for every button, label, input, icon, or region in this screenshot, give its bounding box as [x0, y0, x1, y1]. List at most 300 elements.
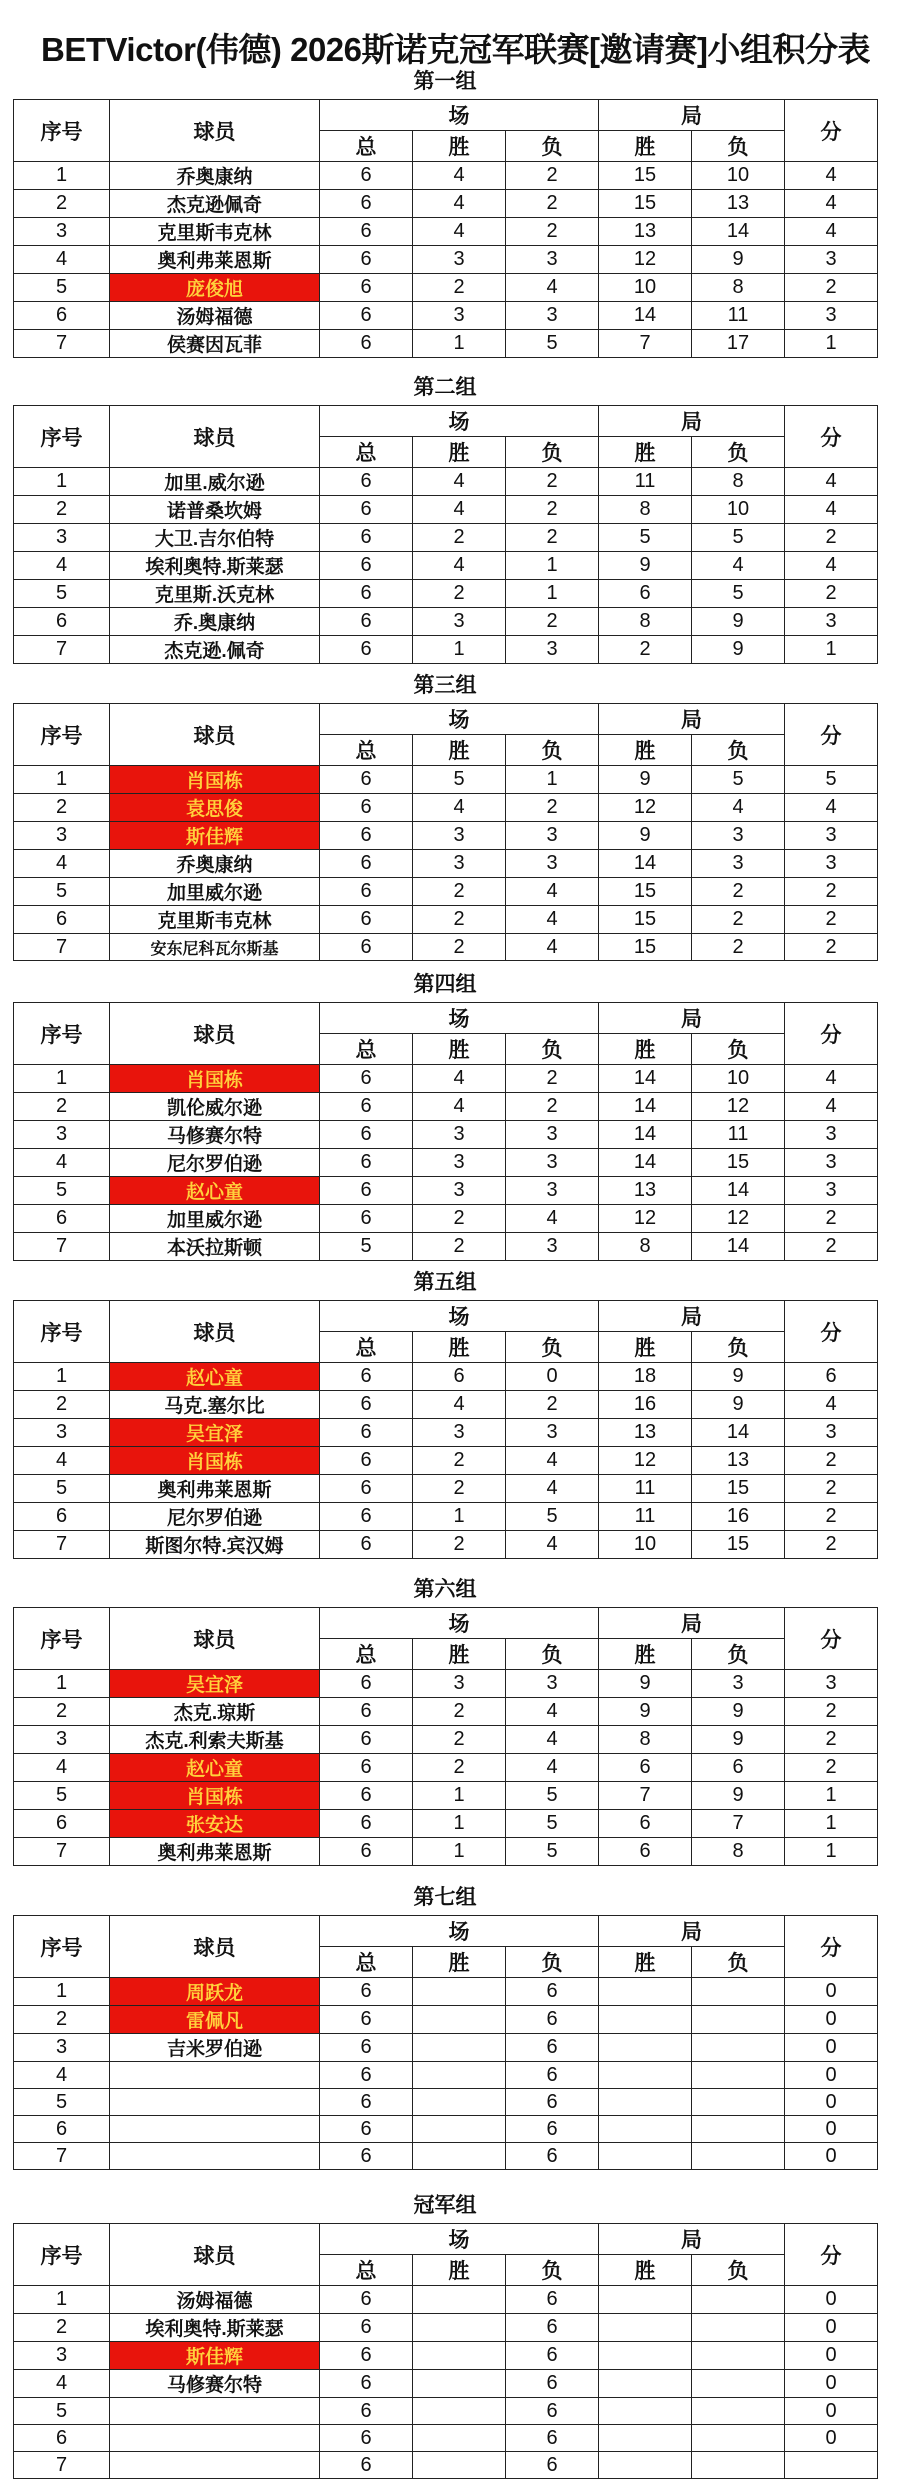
header-frame-win: 胜	[599, 437, 692, 468]
matches-won-cell: 2	[413, 580, 506, 608]
standings-table	[13, 99, 878, 358]
table-row	[14, 580, 878, 608]
points-cell: 2	[785, 1698, 878, 1726]
header-frame-loss: 负	[692, 1332, 785, 1363]
matches-won-cell: 2	[413, 1726, 506, 1754]
frames-lost-cell: 9	[692, 1363, 785, 1391]
table-row	[14, 1810, 878, 1838]
group-name: 第六组	[413, 1578, 477, 1601]
frames-won-cell: 8	[599, 496, 692, 524]
matches-lost-cell: 1	[506, 552, 599, 580]
frames-lost-cell: 11	[692, 302, 785, 330]
header-frames: 局	[599, 406, 785, 437]
matches-lost-cell: 5	[506, 1838, 599, 1866]
matches-total-cell: 6	[320, 1670, 413, 1698]
points-cell: 3	[785, 1149, 878, 1177]
rank-cell: 4	[14, 1149, 110, 1177]
rank-cell: 6	[14, 1205, 110, 1233]
table-row	[14, 1233, 878, 1261]
points-cell: 3	[785, 302, 878, 330]
matches-total-cell: 6	[320, 1782, 413, 1810]
rank-cell: 2	[14, 794, 110, 822]
header-matches: 场	[320, 1916, 599, 1947]
rank-cell: 3	[14, 1419, 110, 1447]
points-cell: 3	[785, 850, 878, 878]
player-cell	[110, 2398, 320, 2425]
frames-won-cell: 15	[599, 906, 692, 934]
rank-cell: 5	[14, 2089, 110, 2116]
standings-table	[13, 405, 878, 664]
group-name: 第四组	[413, 973, 477, 996]
rank-cell: 1	[14, 1670, 110, 1698]
header-match-win: 胜	[413, 1639, 506, 1670]
matches-lost-cell: 6	[506, 2062, 599, 2089]
matches-total-cell: 6	[320, 794, 413, 822]
matches-won-cell: 1	[413, 1503, 506, 1531]
matches-total-cell: 6	[320, 2314, 413, 2342]
header-player: 球员	[110, 1301, 320, 1363]
header-frame-win: 胜	[599, 1947, 692, 1978]
table-row	[14, 190, 878, 218]
matches-total-cell: 6	[320, 1121, 413, 1149]
player-cell: 本沃拉斯顿	[110, 1233, 320, 1261]
points-cell: 2	[785, 906, 878, 934]
player-cell: 安东尼科瓦尔斯基	[110, 934, 320, 961]
standings-table	[13, 1002, 878, 1261]
matches-lost-cell: 4	[506, 878, 599, 906]
matches-total-cell: 6	[320, 2062, 413, 2089]
matches-total-cell: 6	[320, 878, 413, 906]
matches-total-cell: 6	[320, 934, 413, 961]
frames-won-cell: 11	[599, 468, 692, 496]
header-match-win: 胜	[413, 1034, 506, 1065]
frames-won-cell: 9	[599, 1670, 692, 1698]
frames-lost-cell: 9	[692, 1782, 785, 1810]
frames-won-cell	[599, 2314, 692, 2342]
table-row	[14, 2116, 878, 2143]
table-row	[14, 1698, 878, 1726]
header-points: 分	[785, 704, 878, 766]
frames-lost-cell: 9	[692, 1698, 785, 1726]
header-player: 球员	[110, 2224, 320, 2286]
header-match-loss: 负	[506, 131, 599, 162]
matches-lost-cell: 2	[506, 524, 599, 552]
rank-cell: 7	[14, 636, 110, 664]
frames-won-cell: 15	[599, 878, 692, 906]
points-cell: 0	[785, 2342, 878, 2370]
rank-cell: 6	[14, 2116, 110, 2143]
rank-cell: 3	[14, 1121, 110, 1149]
frames-lost-cell: 8	[692, 1838, 785, 1866]
matches-lost-cell: 3	[506, 1149, 599, 1177]
standings-table	[13, 1300, 878, 1559]
matches-total-cell: 6	[320, 1475, 413, 1503]
table-row	[14, 2143, 878, 2170]
player-cell-highlighted: 肖国栋	[110, 1065, 320, 1093]
header-frame-loss: 负	[692, 735, 785, 766]
header-row	[14, 704, 878, 735]
matches-total-cell: 6	[320, 302, 413, 330]
header-frame-win: 胜	[599, 1639, 692, 1670]
frames-lost-cell: 3	[692, 822, 785, 850]
matches-won-cell: 3	[413, 1177, 506, 1205]
frames-won-cell	[599, 2370, 692, 2398]
frames-lost-cell: 15	[692, 1475, 785, 1503]
frames-won-cell: 15	[599, 162, 692, 190]
frames-lost-cell: 12	[692, 1205, 785, 1233]
header-frame-win: 胜	[599, 2255, 692, 2286]
header-points: 分	[785, 100, 878, 162]
matches-total-cell: 6	[320, 1838, 413, 1866]
player-cell: 克里斯.沃克林	[110, 580, 320, 608]
group-table-2	[13, 376, 877, 664]
frames-won-cell	[599, 2089, 692, 2116]
frames-won-cell	[599, 2143, 692, 2170]
header-match-loss: 负	[506, 1332, 599, 1363]
frames-won-cell: 11	[599, 1503, 692, 1531]
matches-total-cell: 6	[320, 218, 413, 246]
matches-won-cell: 3	[413, 850, 506, 878]
frames-lost-cell: 9	[692, 1391, 785, 1419]
table-row	[14, 1978, 878, 2006]
points-cell: 3	[785, 246, 878, 274]
table-row	[14, 934, 878, 961]
table-row	[14, 850, 878, 878]
matches-won-cell: 2	[413, 524, 506, 552]
frames-won-cell: 10	[599, 274, 692, 302]
table-row	[14, 2089, 878, 2116]
frames-lost-cell	[692, 2143, 785, 2170]
frames-lost-cell: 12	[692, 1093, 785, 1121]
matches-total-cell: 6	[320, 246, 413, 274]
matches-total-cell: 6	[320, 2370, 413, 2398]
header-match-win: 胜	[413, 1947, 506, 1978]
matches-won-cell: 4	[413, 190, 506, 218]
points-cell: 2	[785, 1531, 878, 1559]
matches-total-cell: 6	[320, 2143, 413, 2170]
frames-won-cell: 14	[599, 850, 692, 878]
header-frames: 局	[599, 1916, 785, 1947]
matches-won-cell: 5	[413, 766, 506, 794]
table-row	[14, 2370, 878, 2398]
frames-won-cell	[599, 2006, 692, 2034]
matches-total-cell: 6	[320, 608, 413, 636]
table-row	[14, 330, 878, 358]
matches-total-cell: 6	[320, 2034, 413, 2062]
matches-won-cell	[413, 2089, 506, 2116]
frames-won-cell	[599, 2342, 692, 2370]
frames-lost-cell	[692, 2398, 785, 2425]
frames-won-cell: 14	[599, 1149, 692, 1177]
header-player: 球员	[110, 704, 320, 766]
header-matches: 场	[320, 1301, 599, 1332]
matches-total-cell: 6	[320, 636, 413, 664]
matches-lost-cell: 4	[506, 1447, 599, 1475]
points-cell: 2	[785, 1205, 878, 1233]
player-cell	[110, 2062, 320, 2089]
table-row	[14, 2006, 878, 2034]
matches-won-cell: 3	[413, 1419, 506, 1447]
points-cell: 0	[785, 2143, 878, 2170]
player-cell: 杰克逊佩奇	[110, 190, 320, 218]
header-row	[14, 2224, 878, 2255]
matches-won-cell	[413, 2286, 506, 2314]
matches-total-cell: 6	[320, 1065, 413, 1093]
player-cell: 奥利弗莱恩斯	[110, 1838, 320, 1866]
player-cell: 奥利弗莱恩斯	[110, 1475, 320, 1503]
rank-cell: 5	[14, 2398, 110, 2425]
matches-lost-cell: 4	[506, 1754, 599, 1782]
group-name: 第一组	[413, 70, 477, 93]
matches-lost-cell: 5	[506, 330, 599, 358]
matches-total-cell: 6	[320, 1726, 413, 1754]
matches-won-cell: 4	[413, 468, 506, 496]
player-cell: 杰克逊.佩奇	[110, 636, 320, 664]
frames-won-cell	[599, 2286, 692, 2314]
player-cell-highlighted: 雷佩凡	[110, 2006, 320, 2034]
matches-lost-cell: 4	[506, 934, 599, 961]
rank-cell: 3	[14, 1726, 110, 1754]
points-cell: 1	[785, 1782, 878, 1810]
matches-won-cell: 4	[413, 1093, 506, 1121]
frames-lost-cell	[692, 2314, 785, 2342]
table-row	[14, 1177, 878, 1205]
frames-lost-cell	[692, 2452, 785, 2479]
header-rank: 序号	[14, 1301, 110, 1363]
frames-lost-cell: 9	[692, 636, 785, 664]
points-cell: 3	[785, 1419, 878, 1447]
player-cell: 杰克.琼斯	[110, 1698, 320, 1726]
table-row	[14, 552, 878, 580]
player-cell-highlighted: 庞俊旭	[110, 274, 320, 302]
frames-won-cell: 14	[599, 1093, 692, 1121]
points-cell: 3	[785, 608, 878, 636]
frames-lost-cell: 5	[692, 524, 785, 552]
frames-lost-cell: 10	[692, 496, 785, 524]
player-cell: 诺普桑坎姆	[110, 496, 320, 524]
rank-cell: 6	[14, 1503, 110, 1531]
frames-won-cell: 14	[599, 302, 692, 330]
table-row	[14, 794, 878, 822]
matches-won-cell: 4	[413, 162, 506, 190]
frames-won-cell: 9	[599, 766, 692, 794]
matches-total-cell: 6	[320, 330, 413, 358]
player-cell-highlighted: 吴宜泽	[110, 1670, 320, 1698]
frames-lost-cell	[692, 2342, 785, 2370]
matches-won-cell	[413, 2370, 506, 2398]
rank-cell: 7	[14, 1233, 110, 1261]
table-row	[14, 636, 878, 664]
rank-cell: 1	[14, 162, 110, 190]
matches-won-cell	[413, 2062, 506, 2089]
rank-cell: 3	[14, 2034, 110, 2062]
header-points: 分	[785, 1608, 878, 1670]
matches-total-cell: 6	[320, 1177, 413, 1205]
rank-cell: 7	[14, 1838, 110, 1866]
frames-won-cell	[599, 2034, 692, 2062]
header-match-win: 胜	[413, 131, 506, 162]
rank-cell: 2	[14, 1698, 110, 1726]
matches-won-cell: 2	[413, 1205, 506, 1233]
header-match-loss: 负	[506, 1034, 599, 1065]
points-cell: 0	[785, 2398, 878, 2425]
player-cell-highlighted: 赵心童	[110, 1177, 320, 1205]
header-points: 分	[785, 1301, 878, 1363]
matches-lost-cell: 2	[506, 1093, 599, 1121]
standings-table	[13, 1915, 878, 2170]
table-row	[14, 822, 878, 850]
matches-total-cell: 6	[320, 2425, 413, 2452]
frames-lost-cell: 9	[692, 608, 785, 636]
matches-total-cell: 6	[320, 1531, 413, 1559]
rank-cell: 5	[14, 580, 110, 608]
frames-lost-cell: 14	[692, 218, 785, 246]
header-matches: 场	[320, 1608, 599, 1639]
table-row	[14, 1475, 878, 1503]
player-cell: 埃利奥特.斯莱瑟	[110, 552, 320, 580]
header-rank: 序号	[14, 2224, 110, 2286]
frames-won-cell: 8	[599, 1233, 692, 1261]
table-row	[14, 2342, 878, 2370]
matches-won-cell: 1	[413, 636, 506, 664]
matches-total-cell: 6	[320, 274, 413, 302]
standings-table	[13, 703, 878, 961]
matches-lost-cell: 6	[506, 2342, 599, 2370]
frames-won-cell	[599, 2452, 692, 2479]
frames-won-cell: 14	[599, 1121, 692, 1149]
points-cell: 3	[785, 1177, 878, 1205]
frames-won-cell: 8	[599, 1726, 692, 1754]
points-cell: 4	[785, 190, 878, 218]
points-cell: 0	[785, 1978, 878, 2006]
header-rank: 序号	[14, 1608, 110, 1670]
points-cell: 1	[785, 636, 878, 664]
frames-won-cell	[599, 2116, 692, 2143]
points-cell: 2	[785, 1475, 878, 1503]
player-cell-highlighted: 肖国栋	[110, 1782, 320, 1810]
frames-won-cell: 7	[599, 330, 692, 358]
player-cell: 吉米罗伯逊	[110, 2034, 320, 2062]
frames-lost-cell	[692, 2006, 785, 2034]
table-row	[14, 1503, 878, 1531]
matches-lost-cell: 3	[506, 1670, 599, 1698]
matches-lost-cell: 6	[506, 2034, 599, 2062]
player-cell: 斯图尔特.宾汉姆	[110, 1531, 320, 1559]
group-name: 第五组	[413, 1271, 477, 1294]
frames-won-cell: 12	[599, 1447, 692, 1475]
matches-total-cell: 6	[320, 1391, 413, 1419]
player-cell	[110, 2089, 320, 2116]
group-table-6	[13, 1578, 877, 1866]
table-row	[14, 1363, 878, 1391]
player-cell-highlighted: 斯佳辉	[110, 822, 320, 850]
matches-total-cell: 6	[320, 1363, 413, 1391]
matches-total-cell: 5	[320, 1233, 413, 1261]
header-match-win: 胜	[413, 2255, 506, 2286]
frames-lost-cell: 3	[692, 1670, 785, 1698]
header-frames: 局	[599, 704, 785, 735]
frames-won-cell: 9	[599, 552, 692, 580]
matches-total-cell: 6	[320, 496, 413, 524]
group-table-8	[13, 2194, 877, 2479]
matches-won-cell: 2	[413, 1447, 506, 1475]
frames-lost-cell: 14	[692, 1233, 785, 1261]
frames-lost-cell: 13	[692, 190, 785, 218]
player-cell-highlighted: 斯佳辉	[110, 2342, 320, 2370]
matches-total-cell: 6	[320, 822, 413, 850]
frames-won-cell	[599, 1978, 692, 2006]
table-row	[14, 1419, 878, 1447]
matches-won-cell: 2	[413, 1475, 506, 1503]
table-row	[14, 608, 878, 636]
frames-lost-cell: 4	[692, 552, 785, 580]
points-cell: 0	[785, 2034, 878, 2062]
matches-total-cell: 6	[320, 1447, 413, 1475]
player-cell: 杰克.利索夫斯基	[110, 1726, 320, 1754]
table-row	[14, 1093, 878, 1121]
header-player: 球员	[110, 100, 320, 162]
rank-cell: 5	[14, 1177, 110, 1205]
matches-won-cell	[413, 2034, 506, 2062]
table-row	[14, 2062, 878, 2089]
matches-lost-cell: 6	[506, 2314, 599, 2342]
matches-total-cell: 6	[320, 1810, 413, 1838]
matches-total-cell: 6	[320, 766, 413, 794]
frames-won-cell: 10	[599, 1531, 692, 1559]
matches-won-cell	[413, 2314, 506, 2342]
matches-lost-cell: 3	[506, 636, 599, 664]
frames-lost-cell: 8	[692, 274, 785, 302]
player-cell: 马克.塞尔比	[110, 1391, 320, 1419]
frames-won-cell: 13	[599, 218, 692, 246]
header-frame-loss: 负	[692, 131, 785, 162]
matches-won-cell: 3	[413, 1670, 506, 1698]
rank-cell: 1	[14, 1065, 110, 1093]
matches-lost-cell: 4	[506, 906, 599, 934]
matches-lost-cell: 6	[506, 1978, 599, 2006]
matches-lost-cell: 6	[506, 2370, 599, 2398]
matches-won-cell: 2	[413, 274, 506, 302]
table-row	[14, 496, 878, 524]
frames-won-cell	[599, 2425, 692, 2452]
standings-table	[13, 2223, 878, 2479]
frames-won-cell: 15	[599, 934, 692, 961]
table-row	[14, 468, 878, 496]
frames-won-cell: 9	[599, 822, 692, 850]
table-row	[14, 2452, 878, 2479]
points-cell: 0	[785, 2062, 878, 2089]
frames-won-cell: 13	[599, 1419, 692, 1447]
player-cell: 乔奥康纳	[110, 162, 320, 190]
frames-won-cell: 7	[599, 1782, 692, 1810]
header-row	[14, 1608, 878, 1639]
matches-lost-cell: 3	[506, 850, 599, 878]
frames-lost-cell	[692, 2034, 785, 2062]
table-row	[14, 906, 878, 934]
matches-lost-cell: 3	[506, 1233, 599, 1261]
frames-lost-cell: 11	[692, 1121, 785, 1149]
rank-cell: 7	[14, 2143, 110, 2170]
matches-lost-cell: 4	[506, 1205, 599, 1233]
header-frame-win: 胜	[599, 131, 692, 162]
player-cell-highlighted: 赵心童	[110, 1754, 320, 1782]
table-row	[14, 1782, 878, 1810]
frames-won-cell: 6	[599, 1754, 692, 1782]
player-cell: 奥利弗莱恩斯	[110, 246, 320, 274]
points-cell: 2	[785, 934, 878, 961]
header-frames: 局	[599, 2224, 785, 2255]
matches-won-cell: 4	[413, 218, 506, 246]
